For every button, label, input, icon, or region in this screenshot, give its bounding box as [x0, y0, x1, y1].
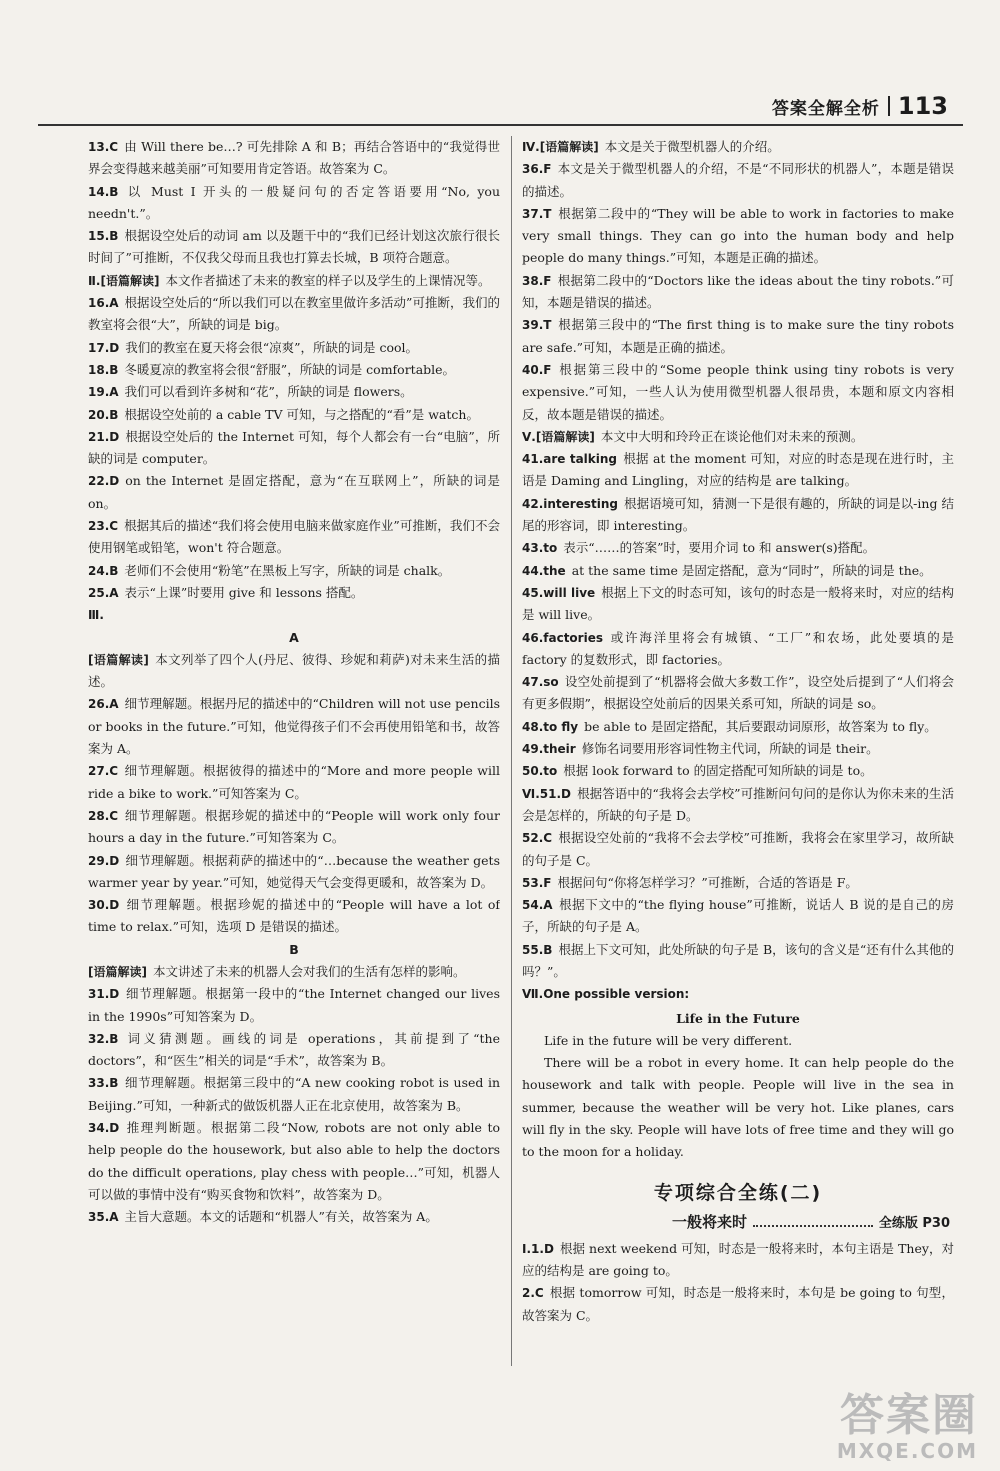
answer-number: 22.D [88, 474, 120, 489]
answer-text: 本文讲述了未来的机器人会对我们的生活有怎样的影响。 [152, 963, 466, 979]
answer-number: 24.B [88, 563, 119, 578]
section-subtitle-row [522, 1208, 954, 1238]
answer-entry [522, 983, 954, 1005]
answer-text: 根据设空处后的动词 am 以及题干中的“我们已经计划这次旅行很长时间了”可推断，不仅我父母而且我也打算去长城，B 项符合题意。 [88, 228, 500, 266]
answer-number: 16.A [88, 296, 119, 311]
answer-text: 根据答语中的“我将会去学校”可推断问句问的是你认为你未来的生活会是怎样的，所缺的句子是 D。 [522, 785, 954, 823]
answer-number: 31.D [88, 987, 120, 1002]
answer-entry [522, 448, 954, 493]
answer-entry [88, 894, 500, 939]
answer-number: 49.their [522, 742, 576, 757]
answer-entry [88, 181, 500, 226]
answer-entry [522, 582, 954, 627]
answer-text: 由 Will there be…? 可先排除 A 和 B；再结合答语中的“我觉得世界会变得越来越美丽”可知要用肯定答语。故答案为 C。 [88, 139, 500, 177]
answer-entry [88, 649, 500, 694]
passage-label: B [289, 941, 299, 957]
answer-number: 27.C [88, 764, 119, 779]
answer-entry [88, 961, 500, 983]
answer-number: 48.to fly [522, 719, 579, 734]
answer-text: 根据下文中的“the flying house”可推断，说话人 B 说的是自己的房子，所缺的句子是 A。 [522, 897, 954, 935]
answer-number: 25.A [88, 585, 119, 600]
answer-number: 29.D [88, 853, 120, 868]
header-title: 答案全解全析 [771, 98, 880, 119]
answer-text: 根据问句“你将怎样学习？”可推断，合适的答语是 F。 [557, 874, 858, 890]
section-title: 专项综合全练(二) [653, 1181, 823, 1204]
answer-number: 55.B [522, 942, 553, 957]
answer-number: 14.B [88, 184, 119, 199]
answer-entry [522, 270, 954, 315]
answer-number: 21.D [88, 429, 120, 444]
answer-text: be able to 是固定搭配，其后要跟动词原形，故答案为 to fly。 [584, 718, 937, 734]
answer-text: 我们可以看到许多树和“花”，所缺的词是 flowers。 [124, 384, 413, 400]
answer-entry [88, 1072, 500, 1117]
answer-entry [522, 314, 954, 359]
page-header [772, 92, 948, 120]
answer-text: 主旨大意题。本文的话题和“机器人”有关，故答案为 A。 [124, 1209, 438, 1225]
answer-text: 冬暖夏凉的教室将会很“舒服”，所缺的词是 comfortable。 [124, 361, 456, 377]
answer-number: Ⅴ.[语篇解读] [522, 429, 595, 444]
answer-entry [522, 894, 954, 939]
answer-entry [88, 693, 500, 760]
answer-entry [522, 136, 954, 158]
answer-text: 本文是关于微型机器人的介绍，不是“不同形状的机器人”，本题是错误的描述。 [522, 161, 954, 199]
answer-number: 33.B [88, 1076, 119, 1091]
answer-number: Ⅱ.[语篇解读] [88, 273, 160, 288]
answer-text: on the Internet 是固定搭配，意为“在互联网上”，所缺的词是 on。 [88, 473, 500, 511]
answer-number: 20.B [88, 407, 119, 422]
answer-number: 46.factories [522, 630, 603, 645]
answer-number: 23.C [88, 519, 119, 534]
essay-title: Life in the Future [676, 1010, 800, 1026]
answer-entry [522, 760, 954, 782]
answer-entry [88, 359, 500, 381]
answer-number: Ⅲ. [88, 608, 104, 623]
answer-entry [88, 404, 500, 426]
answer-number: 36.F [522, 162, 552, 177]
answer-number: 18.B [88, 362, 119, 377]
answer-number: 19.A [88, 385, 119, 400]
answer-text: 根据 tomorrow 可知，时态是一般将来时，本句是 be going to 句型，故答案为 C。 [522, 1285, 954, 1323]
answer-text: 根据其后的描述“我们将会使用电脑来做家庭作业”可推断，我们不会使用钢笔或铅笔，won't 符合题意。 [88, 518, 500, 556]
answer-number: [语篇解读] [88, 652, 149, 667]
answer-entry [522, 738, 954, 760]
answer-text: 根据 at the moment 可知，对应的时态是现在进行时，主语是 Daming and Lingling，对应的结构是 are talking。 [522, 451, 954, 489]
answer-text: 根据第三段中的“Some people think using tiny robots is very expensive.”可知，一些人认为使用微型机器人很昂贵，本题和原文内容相反，故本题是错误的描述。 [522, 361, 954, 422]
watermark [836, 1390, 978, 1463]
answer-entry [522, 493, 954, 538]
answer-entry [88, 760, 500, 805]
answer-text: 老师们不会使用“粉笔”在黑板上写字，所缺的词是 chalk。 [124, 562, 451, 578]
answer-text: 推理判断题。根据第二段“Now, robots are not only able to help people do the housework, but also able to help the doctors do the difficult operations, play chess with people…”可知，机器人可以做的事情中没有“购买食物和饮料”，故答案为 D。 [88, 1120, 500, 1202]
answer-text: 根据设空处后的“所以我们可以在教室里做许多活动”可推断，我们的教室将会很“大”，所缺的词是 big。 [88, 295, 500, 333]
answer-entry [522, 627, 954, 672]
answer-text: 设空处前提到了“机器将会做大多数工作”，设空处后提到了“人们将会有更多假期”，根据设空处前后的因果关系可知，所缺的词是 so。 [522, 674, 954, 712]
answer-text: 根据第二段中的“They will be able to work in factories to make very small things. They can go into the human body and help people do many things.”可知，本题是正确的描述。 [522, 205, 954, 266]
answer-number: 54.A [522, 898, 553, 913]
answer-number: 34.D [88, 1121, 120, 1136]
answer-entry [88, 470, 500, 515]
answer-text: 修饰名词要用形容词性物主代词，所缺的词是 their。 [581, 741, 879, 757]
answer-entry [88, 850, 500, 895]
watermark-logo: 答案圈 [840, 1390, 978, 1441]
answer-number: 32.B [88, 1031, 119, 1046]
answer-entry [522, 827, 954, 872]
answer-entry [88, 337, 500, 359]
answer-number: Ⅵ.51.D [522, 786, 572, 801]
page-number: 113 [897, 92, 948, 120]
answer-entry [88, 1206, 500, 1228]
answer-text: 根据 next weekend 可知，时态是一般将来时，本句主语是 They，对应的结构是 are going to。 [522, 1240, 954, 1278]
answer-text: 根据设空处前的 a cable TV 可知，与之搭配的“看”是 watch。 [124, 406, 479, 422]
answer-entry [88, 270, 500, 292]
answer-text: 根据第二段中的“Doctors like the ideas about the tiny robots.”可知，本题是错误的描述。 [522, 272, 954, 311]
answer-number: 41.are talking [522, 452, 618, 467]
answer-text: 细节理解题。根据第三段中的“A new cooking robot is used in Beijing.”可知，一种新式的做饭机器人正在北京使用，故答案为 B。 [88, 1075, 500, 1113]
answer-number: 28.C [88, 808, 119, 823]
answer-entry [522, 359, 954, 426]
answer-entry [522, 1238, 954, 1283]
answer-number: Ⅶ.One possible version: [522, 987, 690, 1002]
right-column [522, 136, 954, 1376]
answer-entry [88, 1117, 500, 1206]
answer-entry [88, 136, 500, 181]
answer-text: 表示“……的答案”时，要用介词 to 和 answer(s)搭配。 [563, 540, 876, 556]
answer-entry [522, 716, 954, 738]
essay-paragraph: There will be a robot in every home. It can help people do the housework and talk with people. People will live in the sea in summer, because the weather will be very hot. Like planes, cars will fly in the sky. People will have lots of free time and they will go to the moon for a holiday. [522, 1055, 954, 1160]
answer-text: 本文列举了四个人(丹尼、彼得、珍妮和莉萨)对未来生活的描述。 [88, 651, 500, 690]
answer-entry [88, 381, 500, 403]
passage-label: A [289, 629, 299, 645]
answer-number: 13.C [88, 140, 119, 154]
answer-entry [522, 560, 954, 582]
answer-number: 26.A [88, 697, 119, 712]
answer-text: 细节理解题。根据彼得的描述中的“More and more people will ride a bike to work.”可知答案为 C。 [88, 763, 500, 801]
answer-number: 42.interesting [522, 496, 618, 511]
answer-number: 38.F [522, 273, 552, 288]
answer-entry [88, 560, 500, 582]
answer-number: 37.T [522, 206, 552, 221]
header-separator [888, 96, 890, 116]
right-entries [522, 136, 954, 1006]
answer-text: 根据第三段中的“The first thing is to make sure the tiny robots are safe.”可知，本题是正确的描述。 [522, 317, 954, 355]
answer-number: 45.will live [522, 585, 596, 600]
answer-number: 39.T [522, 318, 552, 333]
answer-entry [522, 783, 954, 828]
answer-entry [522, 671, 954, 716]
answer-number: 52.C [522, 831, 553, 846]
answer-text: 根据设空处前的“我将不会去学校”可推断，我将会在家里学习，故所缺的句子是 C。 [522, 830, 954, 868]
left-column [88, 136, 500, 1376]
section-subtitle: 一般将来时 [672, 1212, 748, 1231]
essay [522, 1008, 954, 1164]
answer-number: 2.C [522, 1286, 544, 1301]
answer-text: 以 Must I 开头的一般疑问句的否定答语要用“No, you needn't.”。 [88, 183, 500, 221]
section-entries [522, 1238, 954, 1327]
answer-text: 词义猜测题。画线的词是 operations，其前提到了“the doctors”，和“医生”相关的词是“手术”，故答案为 B。 [88, 1030, 500, 1069]
answer-entry [88, 426, 500, 471]
answer-entry [522, 203, 954, 270]
essay-paragraph: Life in the future will be very different. [544, 1032, 793, 1048]
answer-entry [88, 225, 500, 270]
answer-number: 17.D [88, 340, 120, 355]
answer-number: 40.F [522, 362, 552, 377]
answer-entry [522, 158, 954, 203]
answer-text: 根据 look forward to 的固定搭配可知所缺的词是 to。 [563, 763, 873, 779]
answer-entry [88, 515, 500, 560]
answer-number: 30.D [88, 898, 120, 913]
answer-entry [522, 1282, 954, 1327]
answer-text: at the same time 是固定搭配，意为“同时”，所缺的词是 the。 [571, 562, 932, 578]
answer-entry [88, 805, 500, 850]
answer-entry [88, 983, 500, 1028]
answer-entry [88, 1028, 500, 1073]
answer-text: 细节理解题。根据莉萨的描述中的“…because the weather gets warmer year by year.”可知，她觉得天气会变得更暖和，故答案为 D。 [88, 852, 500, 890]
answer-text: 根据语境可知，猜测一下是很有趣的，所缺的词是以-ing 结尾的形容词，即 interesting。 [522, 495, 954, 534]
section-reference: 全练版 P30 [878, 1215, 950, 1231]
answer-number: 35.A [88, 1210, 119, 1225]
watermark-url: MXQE.COM [836, 1439, 978, 1463]
answer-text: 本文是关于微型机器人的介绍。 [604, 139, 780, 154]
answer-text: 细节理解题。根据珍妮的描述中的“People will have a lot of time to relax.”可知，选项 D 是错误的描述。 [88, 897, 500, 935]
answer-number: 44.the [522, 563, 566, 578]
answer-number: 53.F [522, 875, 552, 890]
answer-entry [522, 939, 954, 984]
answer-entry [88, 292, 500, 337]
answer-number: 47.so [522, 675, 559, 690]
answer-text: 细节理解题。根据第一段中的“the Internet changed our lives in the 1990s”可知答案为 D。 [88, 986, 500, 1024]
answer-text: 或许海洋里将会有城镇、“工厂”和农场，此处要填的是 factory 的复数形式，即 factories。 [522, 629, 954, 667]
answer-entry [522, 426, 954, 448]
answer-number: 15.B [88, 229, 119, 244]
answer-entry [88, 582, 500, 604]
answer-text: 本文中大明和玲玲正在谈论他们对未来的预测。 [600, 428, 864, 444]
answer-text: 表示“上课”时要用 give 和 lessons 搭配。 [124, 584, 364, 600]
answer-entry [522, 537, 954, 559]
answer-text: 细节理解题。根据珍妮的描述中的“People will work only four hours a day in the future.”可知答案为 C。 [88, 807, 500, 846]
answer-text: 细节理解题。根据丹尼的描述中的“Children will not use pencils or books in the future.”可知，他觉得孩子们不会再使用铅笔和书，故答案为 A。 [88, 696, 500, 757]
column-divider [511, 136, 512, 1366]
header-rule [38, 124, 963, 126]
answer-text: 根据上下文的时态可知，该句的时态是一般将来时，对应的结构是 will live。 [522, 584, 954, 623]
answer-number: 43.to [522, 541, 558, 556]
answer-text: 根据设空处后的 the Internet 可知，每个人都会有一台“电脑”，所缺的词是 computer。 [88, 428, 500, 467]
answer-number: Ⅳ.[语篇解读] [522, 140, 599, 154]
answer-number: Ⅰ.1.D [522, 1241, 554, 1256]
answer-number: [语篇解读] [88, 964, 147, 979]
answer-entry [88, 604, 500, 626]
answer-text: 我们的教室在夏天将会很“凉爽”，所缺的词是 cool。 [125, 339, 419, 355]
answer-entry [522, 872, 954, 894]
answer-text: 本文作者描述了未来的教室的样子以及学生的上课情况等。 [165, 272, 491, 288]
answer-number: 50.to [522, 764, 558, 779]
leader-dots [753, 1225, 873, 1227]
answer-text: 根据上下文可知，此处所缺的句子是 B，该句的含义是“还有什么其他的吗？”。 [522, 941, 954, 979]
